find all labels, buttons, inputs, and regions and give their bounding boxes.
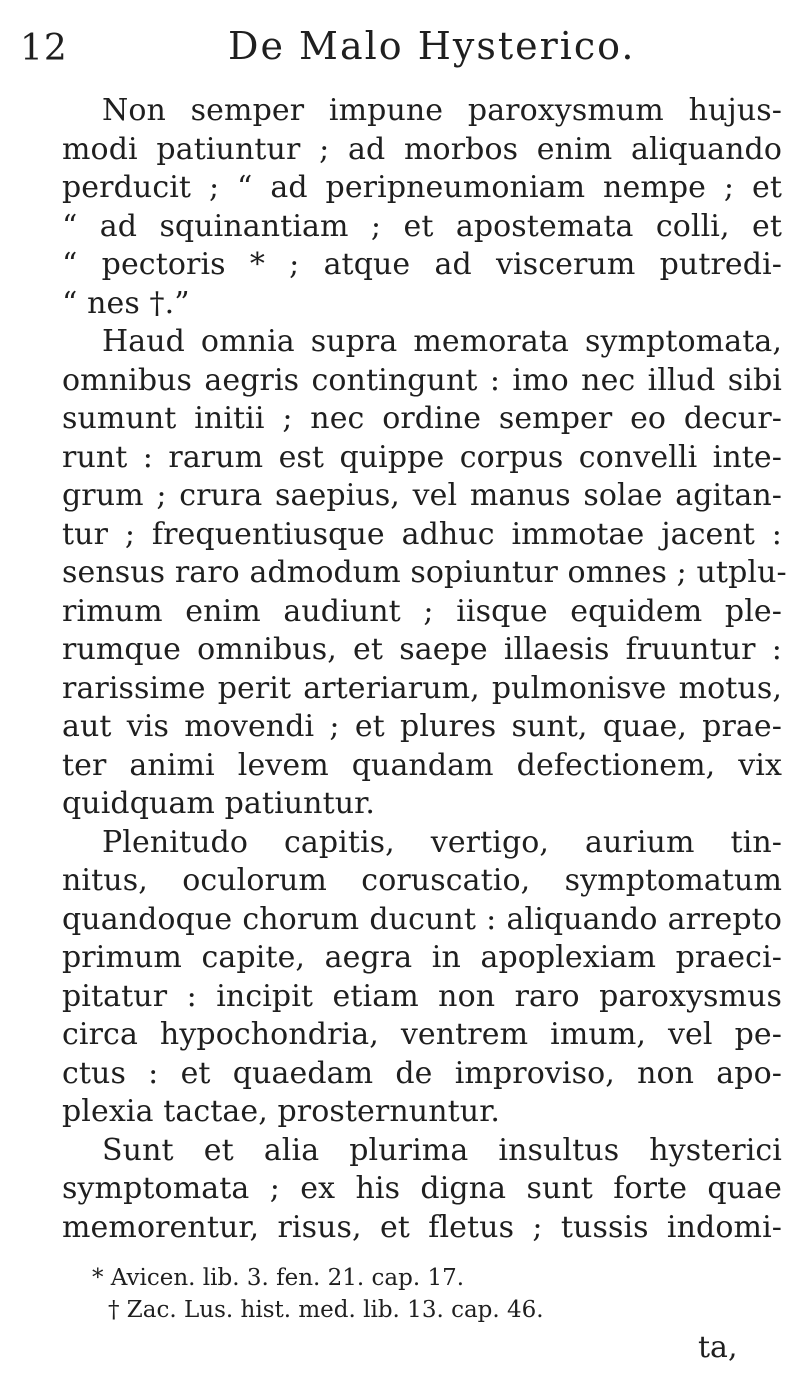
text-line: memorentur, risus, et fletus ; tussis indomi- xyxy=(62,1209,782,1245)
running-title: De Malo Hysterico. xyxy=(228,24,636,68)
page-number: 12 xyxy=(20,28,68,69)
text-line: “ nes †.” xyxy=(62,285,190,321)
footnote: † Zac. Lus. hist. med. lib. 13. cap. 46. xyxy=(108,1297,544,1323)
text-line: circa hypochondria, ventrem imum, vel pe- xyxy=(62,1017,782,1052)
text-line: primum capite, aegra in apoplexiam praeci- xyxy=(62,940,782,975)
text-line: “ ad squinantiam ; et apostemata colli, et xyxy=(62,208,782,244)
text-line: Non semper impune paroxysmum hujus- xyxy=(102,93,782,128)
catchword: ta, xyxy=(698,1330,738,1365)
text-line: tur ; frequentiusque adhuc immotae jacent : xyxy=(62,516,782,552)
footnote: * Avicen. lib. 3. fen. 21. cap. 17. xyxy=(92,1265,465,1291)
text-line: symptomata ; ex his digna sunt forte quae xyxy=(62,1171,782,1206)
text-line: rarissime perit arteriarum, pulmonisve motus, xyxy=(62,670,782,706)
footnotes xyxy=(92,1262,712,1326)
text-line: grum ; crura saepius, vel manus solae agitan- xyxy=(62,478,782,513)
text-line: runt : rarum est quippe corpus convelli inte- xyxy=(62,439,782,475)
text-line: quidquam patiuntur. xyxy=(62,786,375,821)
text-line: ter animi levem quandam defectionem, vix xyxy=(62,747,782,783)
text-line: perducit ; “ ad peripneumoniam nempe ; et xyxy=(62,170,782,205)
text-line: nitus, oculorum coruscatio, symptomatum xyxy=(62,863,782,898)
page-header xyxy=(20,22,660,82)
body-text xyxy=(62,92,787,1247)
text-line: ctus : et quaedam de improviso, non apo- xyxy=(62,1055,782,1091)
text-line: Haud omnia supra memorata symptomata, xyxy=(102,324,782,359)
text-line: Plenitudo capitis, vertigo, aurium tin- xyxy=(102,824,782,860)
text-line: plexia tactae, prosternuntur. xyxy=(62,1094,500,1129)
text-line: sensus raro admodum sopiuntur omnes ; utplu- xyxy=(62,555,787,590)
text-line: pitatur : incipit etiam non raro paroxysmus xyxy=(62,978,782,1014)
text-line: modi patiuntur ; ad morbos enim aliquando xyxy=(62,131,782,167)
text-line: aut vis movendi ; et plures sunt, quae, prae- xyxy=(62,709,782,744)
text-line: “ pectoris * ; atque ad viscerum putredi- xyxy=(62,247,782,282)
text-line: rimum enim audiunt ; iisque equidem ple- xyxy=(62,593,782,629)
text-line: Sunt et alia plurima insultus hysterici xyxy=(102,1132,782,1168)
text-line: rumque omnibus, et saepe illaesis fruuntur : xyxy=(62,632,782,667)
text-line: sumunt initii ; nec ordine semper eo decur- xyxy=(62,401,782,436)
text-line: quandoque chorum ducunt : aliquando arrepto xyxy=(62,901,782,937)
text-line: omnibus aegris contingunt : imo nec illud sibi xyxy=(62,362,782,398)
